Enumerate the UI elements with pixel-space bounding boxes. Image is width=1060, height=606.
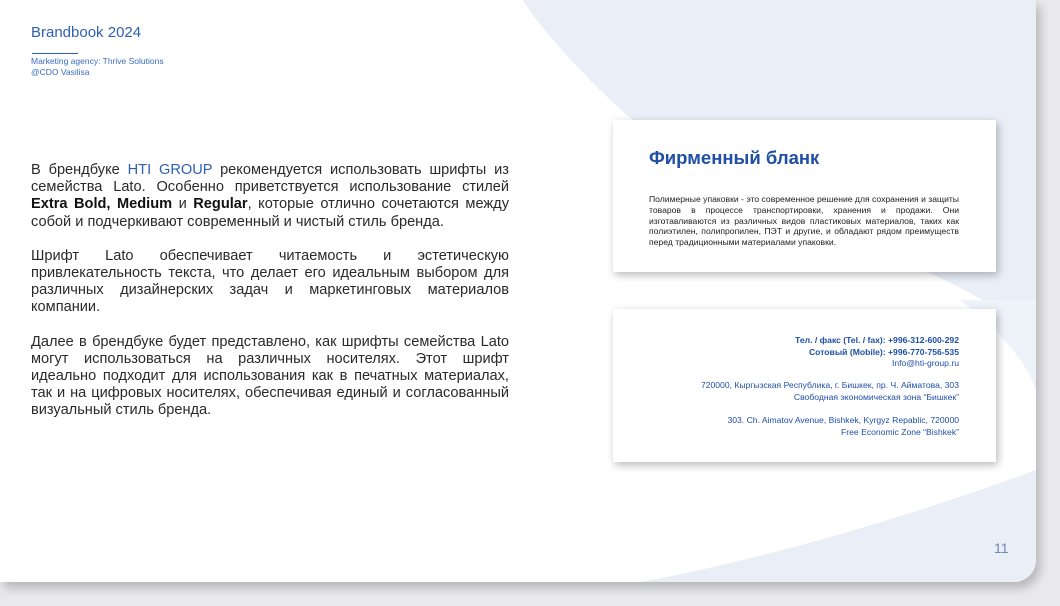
letterhead-text: Полимерные упаковки - это современное решение для сохранения и защиты товаров в процессе транспортировки, хранения и продажи. Они изготавливаются из различных видов пластиковых материалов, таких как полиэтилен, полипропилен, ПЭТ и другие, и обладают рядом преимуществ перед традиционными материалами упаковки. [649,194,959,248]
p1-text-b: рекомендуется использовать шрифты из семейства Lato. Особенно приветствуется использование стилей [31,162,509,196]
wave-shape-lower [640,470,1036,582]
address-ru-line2: Свободная экономическая зона “Бишкек” [793,391,959,402]
p1-text-a: В брендбуке [31,162,128,178]
p1-text-c: и [172,196,194,213]
p1-text-d: , которые отлично сочетаются между собой и подчеркивают современный и чистый стиль бренда. [31,196,509,230]
phone-fax: Тел. / факс (Tel. / fax): +996-312-600-292 [795,335,959,345]
address-ru [701,380,959,403]
letterhead-card [613,120,996,272]
address-en-line2: Free Economic Zone “Bishkek” [841,426,959,437]
agency-label: Marketing agency: Thrive Solutions [31,56,164,66]
address-en-line1: 303. Ch. Aimatov Avenue, Bishkek, Kyrgyz Repablic, 720000 [727,415,959,425]
brand-name: HTI GROUP [127,162,213,178]
paragraph-2: Шрифт Lato обеспечивает читаемость и эстетическую привлекательность текста, что делает его идеальным выбором для различных дизайнерских задач и маркетинговых материалов компании. [31,247,509,316]
letterhead-title: Фирменный бланк [649,147,820,168]
body-text [31,162,509,437]
address-ru-line1: 720000, Кыргызская Республика, г. Бишкек, пр. Ч. Айматова, 303 [700,380,959,390]
author-label: @CDO Vasilisa [31,67,90,77]
paragraph-3: Далее в брендбуке будет представлено, как шрифты семейства Lato могут использоваться на различных носителях. Этот шрифт идеально подходит для использования как в печатных материалах, так и на цифровых носителях, обеспечивая единый и согласованный визуальный стиль бренда. [31,333,509,419]
contact-phones [795,335,959,370]
email-link: Info@hti-group.ru [891,358,959,368]
address-en [727,415,959,438]
font-styles-bold: Extra Bold, Medium [31,196,173,213]
header-subtitle [31,56,164,78]
header-divider [32,53,78,54]
font-style-regular: Regular [193,196,248,213]
brandbook-title: Brandbook 2024 [31,24,142,41]
page-number: 11 [994,540,1009,556]
mobile-phone: Сотовый (Mobile): +996-770-756-535 [808,346,959,357]
contacts-card [613,309,996,462]
paragraph-1 [31,162,509,231]
